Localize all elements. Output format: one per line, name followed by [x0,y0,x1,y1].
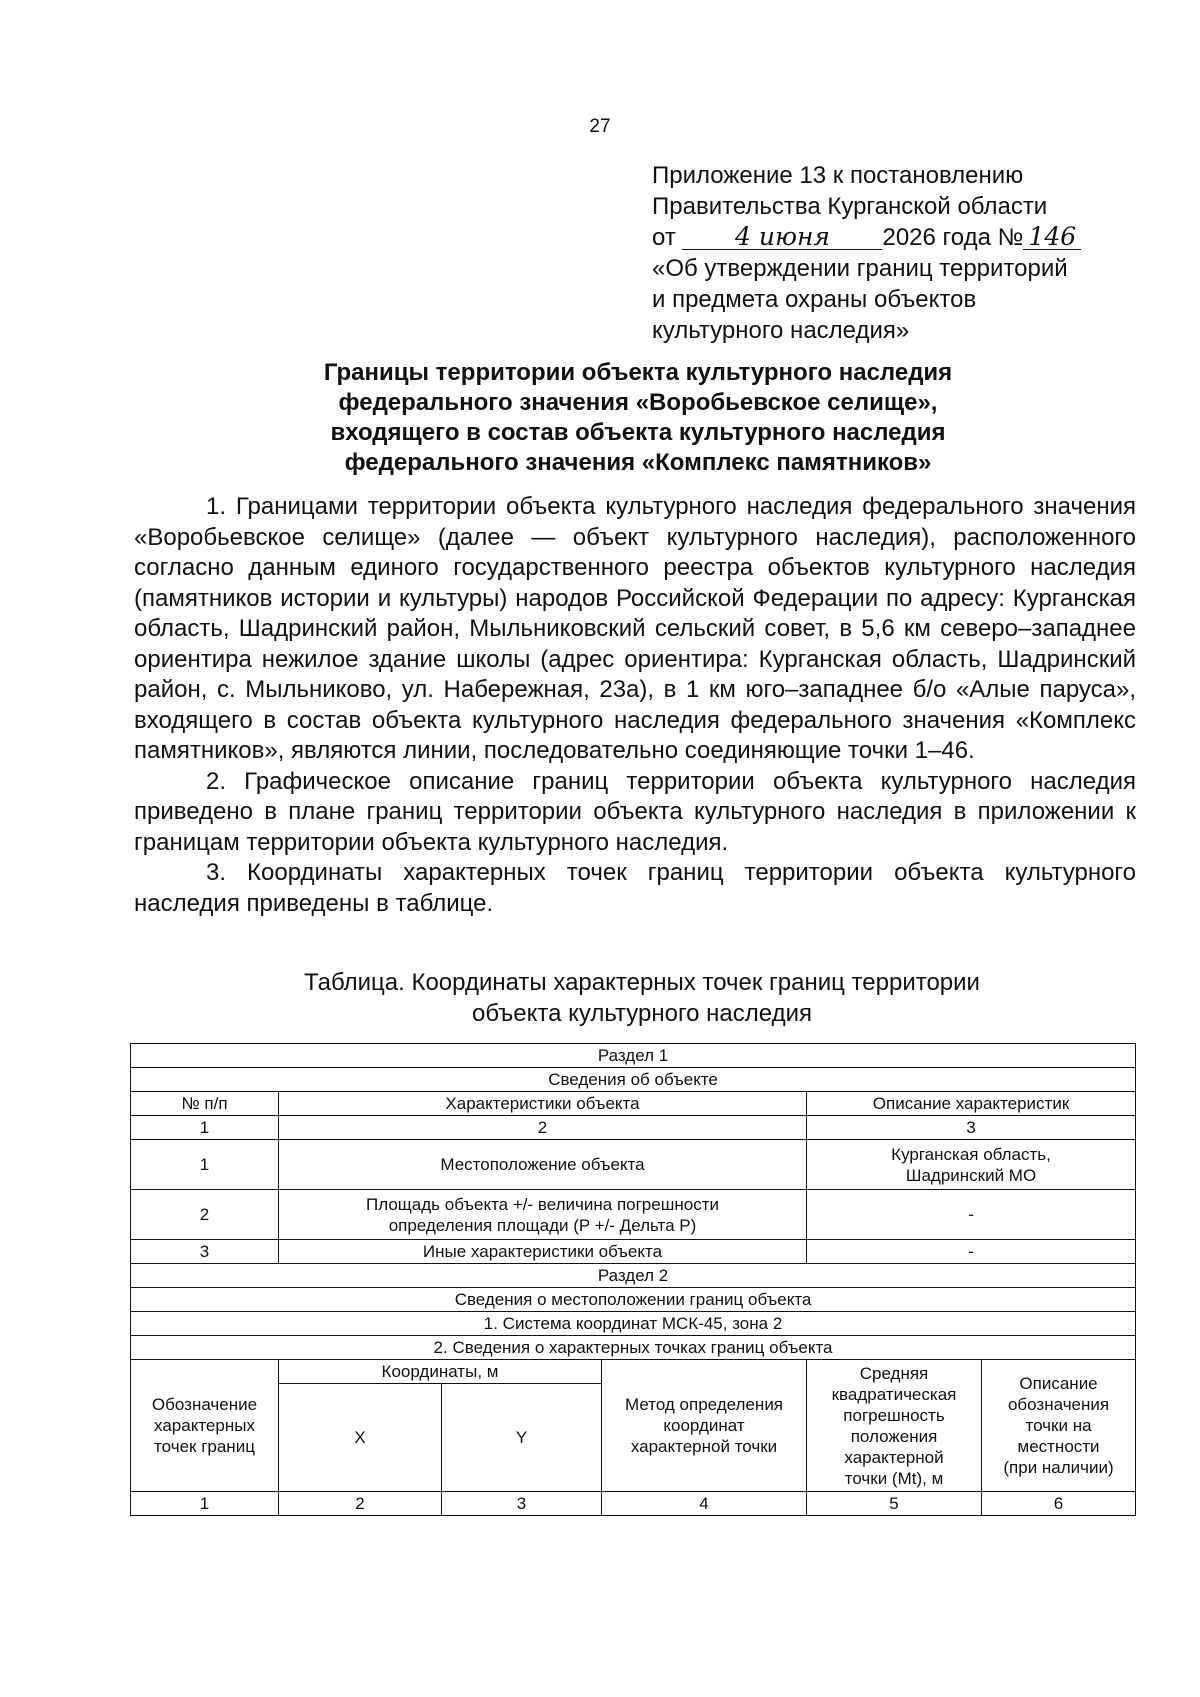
title-line-1: Границы территории объекта культурного наследия [323,359,953,386]
header-line: точек границ [154,1437,255,1456]
document-title [0,358,1200,478]
table-row [131,1360,1136,1384]
header-line: точки (Mt), м [844,1468,944,1488]
paragraph-1: 1. Границами территории объекта культурного наследия федерального значения «Воробьевское селище» (далее — объект культурного наследия), расположенного согласно данным единого государственного реестра объектов культурного наследия (памятников истории и культуры) народов Российской Федерации по адресу: Курганская область, Шадринский район, Мыльниковский сельский совет, в 5,6 км северо–западнее ориентира нежилое здание школы (адрес ориентира: Курганская область, Шадринский район, с. Мыльниково, ул. Набережная, 23а), в 1 км юго–западнее б/о «Алые паруса», входящего в состав объекта культурного наследия федерального значения «Комплекс памятников», являются линии, последовательно соединяющие точки 1–46. [134,493,1136,764]
header-line: Обозначение [151,1395,258,1414]
description-cell: - [807,1190,1136,1240]
header-line: погрешность [843,1405,945,1425]
table-caption-line-1: Таблица. Координаты характерных точек границ территории [304,969,980,996]
characteristic-line: Площадь объекта +/- величина погрешности [366,1194,719,1214]
page-number: 27 [589,116,611,137]
appendix-header [652,160,1172,346]
header-line: (при наличии) [1003,1458,1114,1477]
header-line: Метод определения [624,1395,784,1414]
header-line: координат [663,1416,745,1435]
header-line: точки на [1025,1416,1092,1435]
header-y: Y [442,1384,602,1492]
header-mean-error [807,1360,982,1492]
object-info-header: Сведения об объекте [131,1068,1136,1092]
characteristic-line: определения площади (P +/- Дельта P) [388,1215,697,1235]
header-point-description [982,1360,1136,1492]
description-cell [807,1140,1136,1190]
description-line: Шадринский МО [905,1165,1037,1185]
row-number: 1 [131,1140,279,1190]
title-line-2: федерального значения «Воробьевское селище», [338,389,938,416]
row-number: 2 [131,1190,279,1240]
table-row [131,1116,1136,1140]
table-row [131,1492,1136,1516]
appendix-line-2: Правительства Курганской области [652,193,1048,220]
table-row [131,1288,1136,1312]
handwritten-number: 146 [1023,225,1081,250]
column-index: 4 [602,1492,807,1516]
characteristic-cell [279,1190,807,1240]
table-row [131,1240,1136,1264]
appendix-year-text: 2026 года № [882,224,1024,251]
header-line: обозначения [1007,1395,1110,1414]
header-line: положения [850,1426,938,1446]
location-info-header: Сведения о местоположении границ объекта [131,1288,1136,1312]
body-text [134,492,1136,919]
table-row [131,1044,1136,1068]
header-point-designation [131,1360,279,1492]
paragraph-3: 3. Координаты характерных точек границ территории объекта культурного наследия приведены в таблице. [134,859,1136,917]
table-caption-line-2: объекта культурного наследия [471,1000,813,1027]
column-index: 2 [279,1116,807,1140]
coordinates-table [130,1043,1136,1516]
appendix-line-3 [652,222,1172,253]
column-index: 1 [131,1116,279,1140]
table-row [131,1068,1136,1092]
description-cell: - [807,1240,1136,1264]
description-line: Курганская область, [891,1144,1051,1164]
title-line-3: входящего в состав объекта культурного наследия [330,419,946,446]
header-line: характерной точки [630,1437,778,1456]
header-x: X [279,1384,442,1492]
characteristic-cell: Местоположение объекта [279,1140,807,1190]
appendix-line-5: и предмета охраны объектов [652,286,977,313]
appendix-line-4: «Об утверждении границ территорий [652,255,1068,282]
header-line: характерных [154,1416,255,1435]
paragraph-2: 2. Графическое описание границ территории объекта культурного наследия приведено в плане границ территории объекта культурного наследия в приложении к границам территории объекта культурного наследия. [134,767,1136,856]
header-coordinates: Координаты, м [279,1360,602,1384]
column-index: 2 [279,1492,442,1516]
characteristic-cell: Иные характеристики объекта [279,1240,807,1264]
appendix-line-1: Приложение 13 к постановлению [652,162,1024,189]
appendix-line-6: культурного наследия» [652,317,910,344]
table-row [131,1312,1136,1336]
header-line: местности [1017,1437,1100,1456]
header-method [602,1360,807,1492]
column-index: 5 [807,1492,982,1516]
header-line: Описание [1019,1374,1098,1393]
table-row [131,1264,1136,1288]
handwritten-date: 4 июня [682,225,882,250]
table-row [131,1092,1136,1116]
column-header-description: Описание характеристик [807,1092,1136,1116]
table-caption [0,967,1200,1029]
appendix-from-label: от [652,224,676,251]
header-line: Средняя [859,1363,929,1383]
table-row [131,1140,1136,1190]
column-header-characteristics: Характеристики объекта [279,1092,807,1116]
title-line-4: федерального значения «Комплекс памятников» [344,449,932,476]
table-row [131,1336,1136,1360]
table-row [131,1190,1136,1240]
section-2-header: Раздел 2 [131,1264,1136,1288]
column-header-number: № п/п [131,1092,279,1116]
column-index: 6 [982,1492,1136,1516]
coordinate-system-header: 1. Система координат МСК-45, зона 2 [131,1312,1136,1336]
column-index: 3 [442,1492,602,1516]
section-1-header: Раздел 1 [131,1044,1136,1068]
column-index: 3 [807,1116,1136,1140]
header-line: характерной [844,1447,944,1467]
row-number: 3 [131,1240,279,1264]
points-info-header: 2. Сведения о характерных точках границ объекта [131,1336,1136,1360]
column-index: 1 [131,1492,279,1516]
header-line: квадратическая [831,1384,957,1404]
